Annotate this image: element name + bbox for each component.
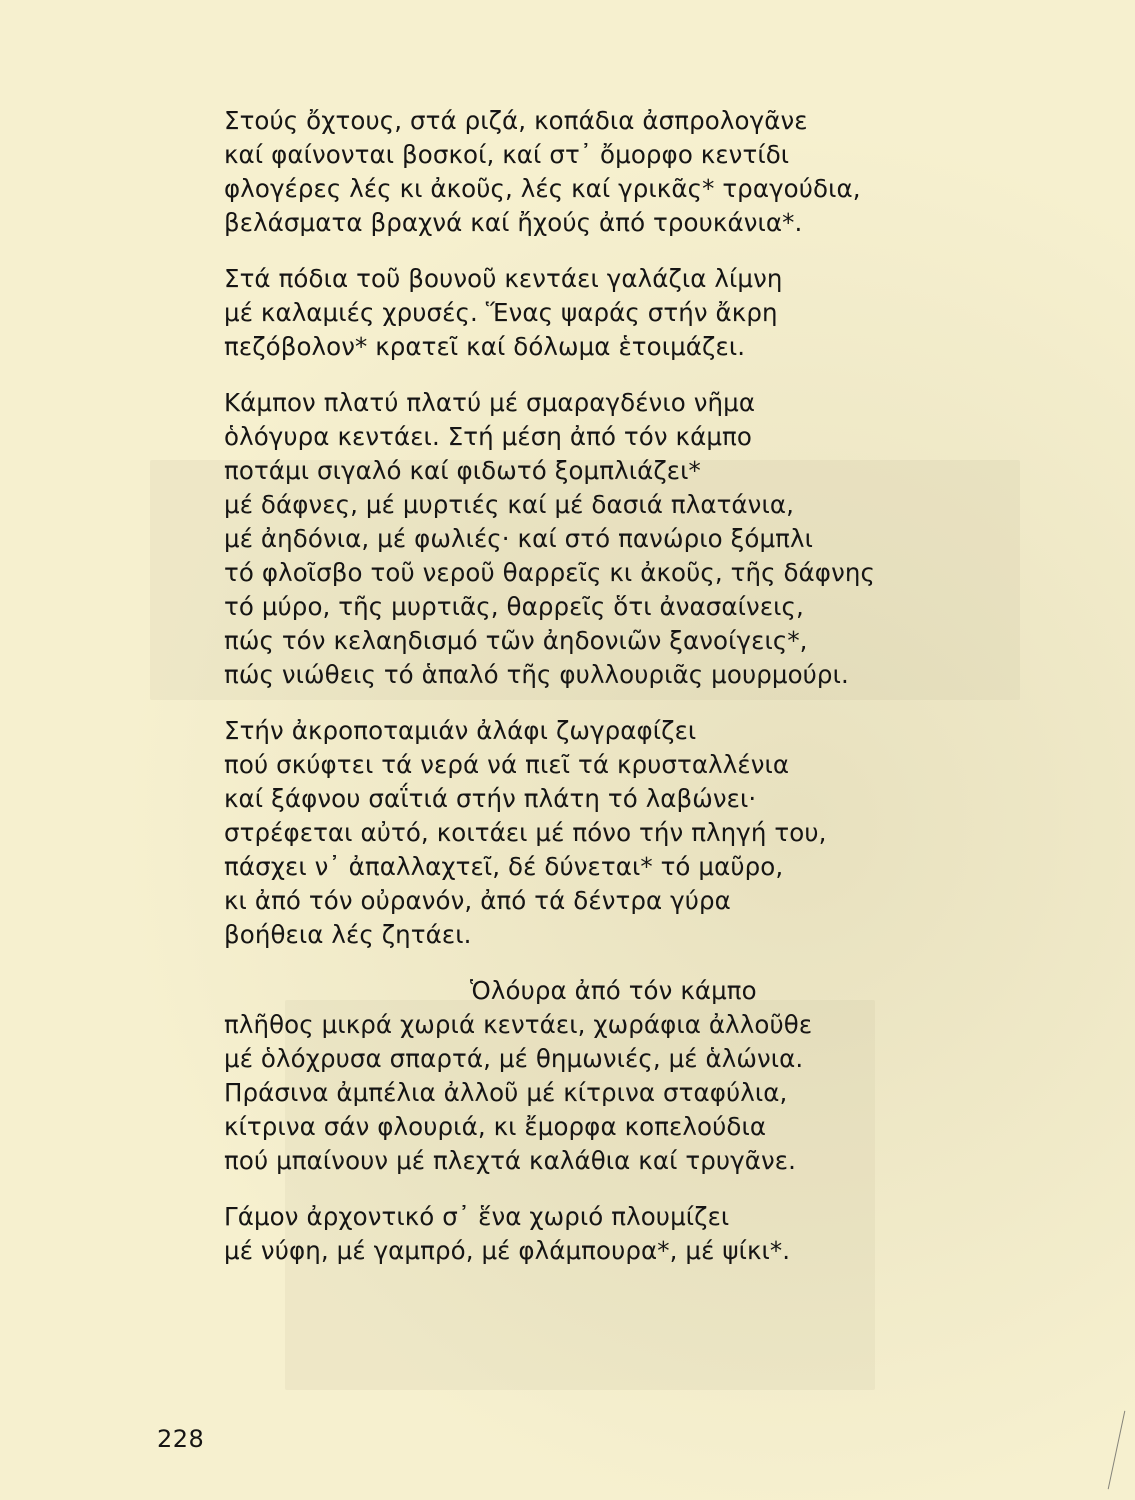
page-number: 228 <box>157 1425 205 1453</box>
poem-line: πάσχει ν᾽ ἀπαλλαχτεῖ, δέ δύνεται* τό μαῦρο, <box>224 852 784 881</box>
poem-line: Γάμον ἀρχοντικό σ᾽ ἕνα χωριό πλουμίζει <box>224 1202 730 1231</box>
stanza <box>224 104 1024 240</box>
poem-line: Στήν ἀκροποταμιάν ἀλάφι ζωγραφίζει <box>224 716 697 745</box>
poem-line: ὁλόγυρα κεντάει. Στή μέση ἀπό τόν κάμπο <box>224 422 752 451</box>
poem-line: καί φαίνονται βοσκοί, καί στ᾽ ὄμορφο κεντίδι <box>224 140 790 169</box>
stanza <box>224 974 1024 1178</box>
poem-line: στρέφεται αὐτό, κοιτάει μέ πόνο τήν πληγή του, <box>224 818 827 847</box>
poem-line: κίτρινα σάν φλουριά, κι ἔμορφα κοπελούδια <box>224 1112 767 1141</box>
poem-line: Στούς ὄχτους, στά ριζά, κοπάδια ἀσπρολογᾶνε <box>224 106 808 135</box>
poem-line: ποτάμι σιγαλό καί φιδωτό ξομπλιάζει* <box>224 456 701 485</box>
stanza <box>224 386 1024 692</box>
poem-line: πού σκύφτει τά νερά νά πιεῖ τά κρυσταλλένια <box>224 750 790 779</box>
poem-line: τό μύρο, τῆς μυρτιᾶς, θαρρεῖς ὅτι ἀνασαίνεις, <box>224 592 804 621</box>
poem-line: πλῆθος μικρά χωριά κεντάει, χωράφια ἀλλοῦθε <box>224 1010 813 1039</box>
stanza <box>224 262 1024 364</box>
poem-line: τό φλοῖσβο τοῦ νεροῦ θαρρεῖς κι ἀκοῦς, τῆς δάφνης <box>224 558 875 587</box>
poem-line: φλογέρες λές κι ἀκοῦς, λές καί γρικᾶς* τραγούδια, <box>224 174 861 203</box>
edge-mark <box>1108 1411 1126 1489</box>
poem-line: καί ξάφνου σαΐτιά στήν πλάτη τό λαβώνει· <box>224 784 757 813</box>
poem-line: κι ἀπό τόν οὐρανόν, ἀπό τά δέντρα γύρα <box>224 886 731 915</box>
poem-text <box>224 104 1024 1290</box>
stanza <box>224 1200 1024 1268</box>
poem-line: πώς τόν κελαηδισμό τῶν ἀηδονιῶν ξανοίγεις*, <box>224 626 808 655</box>
poem-line: Στά πόδια τοῦ βουνοῦ κεντάει γαλάζια λίμνη <box>224 264 783 293</box>
poem-line: μέ ὁλόχρυσα σπαρτά, μέ θημωνιές, μέ ἁλώνια. <box>224 1044 804 1073</box>
poem-line: πού μπαίνουν μέ πλεχτά καλάθια καί τρυγᾶνε. <box>224 1146 797 1175</box>
stanza <box>224 714 1024 952</box>
poem-line: μέ δάφνες, μέ μυρτιές καί μέ δασιά πλατάνια, <box>224 490 794 519</box>
poem-line: βελάσματα βραχνά καί ἤχούς ἀπό τρουκάνια*. <box>224 208 803 237</box>
poem-line: μέ ἀηδόνια, μέ φωλιές· καί στό πανώριο ξόμπλι <box>224 524 813 553</box>
poem-line: πεζόβολον* κρατεῖ καί δόλωμα ἑτοιμάζει. <box>224 332 746 361</box>
poem-line: μέ καλαμιές χρυσές. Ἕνας ψαράς στήν ἄκρη <box>224 298 778 327</box>
poem-line: πώς νιώθεις τό ἁπαλό τῆς φυλλουριᾶς μουρμούρι. <box>224 660 849 689</box>
poem-line: βοήθεια λές ζητάει. <box>224 920 472 949</box>
poem-line: Πράσινα ἀμπέλια ἀλλοῦ μέ κίτρινα σταφύλια, <box>224 1078 788 1107</box>
poem-line: Ὁλόυρα ἀπό τόν κάμπο <box>470 976 757 1005</box>
poem-line: μέ νύφη, μέ γαμπρό, μέ φλάμπουρα*, μέ ψίκι*. <box>224 1236 791 1265</box>
poem-line: Κάμπον πλατύ πλατύ μέ σμαραγδένιο νῆμα <box>224 388 756 417</box>
